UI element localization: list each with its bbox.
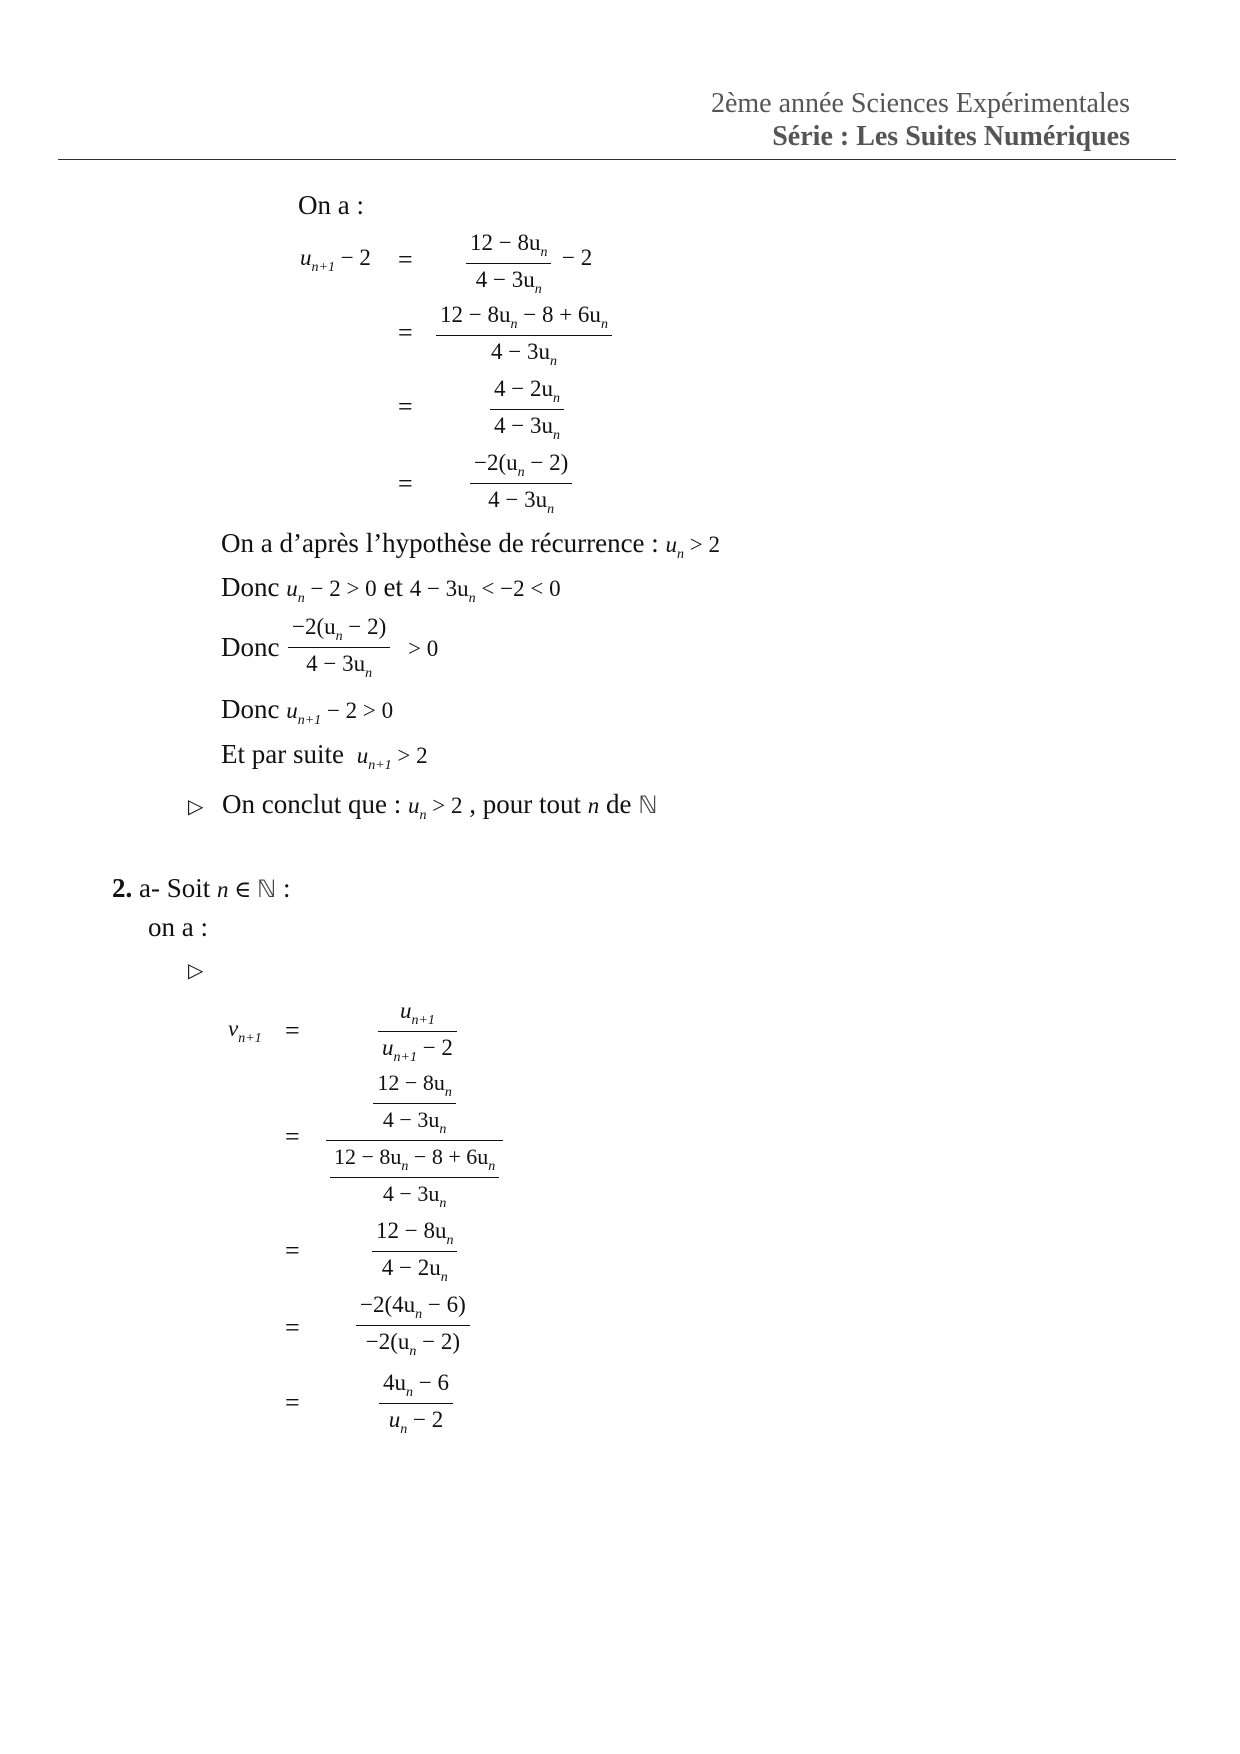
conclusion-line: On conclut que : $u_n > 2$ , pour tout n de ℕ	[222, 789, 658, 823]
v-step-3-fraction: $12 - 8u_n$ $4 - 2u_n$	[372, 1218, 457, 1286]
equals-sign: =	[398, 318, 413, 347]
v-step-4-fraction: $-2(4u_n - 6)$ $-2(u_n - 2)$	[356, 1292, 470, 1360]
equals-sign: =	[398, 392, 413, 421]
header-series-title: Série : Les Suites Numériques	[772, 121, 1130, 152]
donc-line-3: Donc $u_{n+1} - 2 > 0$	[221, 694, 394, 728]
on-a-text: on a :	[148, 912, 208, 942]
step-1-fraction: $12 - 8u_n$ $4 - 3u_n$	[466, 230, 551, 298]
header-divider	[58, 159, 1176, 160]
v-step-5-fraction: $4u_n - 6$ $u_n - 2$	[379, 1370, 453, 1438]
equals-sign: =	[285, 1016, 300, 1045]
equals-sign: =	[398, 469, 413, 498]
par-suite-line: Et par suite $u_{n+1} > 2$	[221, 739, 428, 773]
v-lhs: $v_{n+1}$	[228, 1016, 262, 1046]
step-3-fraction: $4 - 2u_n$ $4 - 3u_n$	[490, 376, 564, 444]
intro-text: On a :	[298, 190, 364, 220]
hypothesis-line: On a d’après l’hypothèse de récurrence : $u_n > 2$	[221, 528, 721, 562]
equals-sign: =	[285, 1122, 300, 1151]
equals-sign: =	[285, 1313, 300, 1342]
step-4-fraction: $-2(u_n - 2)$ $4 - 3u_n$	[470, 450, 572, 518]
donc-line-1: Donc $u_n - 2 > 0$ et $4 - 3u_n < -2 < 0$	[221, 572, 561, 606]
equals-sign: =	[285, 1388, 300, 1417]
question-2-heading: 2. a- Soit n ∈ ℕ :	[112, 873, 291, 903]
header-course: 2ème année Sciences Expérimentales	[710, 88, 1130, 119]
v-step-2-bottom-fraction: $\frac{12 - 8u_n - 8 + 6u_n}{4 - 3u_n}$	[330, 1144, 499, 1212]
v-step-2-compound-fraction	[326, 1070, 503, 1212]
donc-label-2: Donc	[221, 632, 280, 662]
eq-lhs: $u_{n+1} - 2$	[300, 245, 371, 275]
triangle-marker-icon: ▷	[188, 958, 204, 982]
v-step-2-top-fraction: $\frac{12 - 8u_n}{4 - 3u_n}$	[373, 1070, 455, 1138]
donc-2-tail: > 0	[408, 636, 439, 661]
step-2-fraction: $12 - 8u_n - 8 + 6u_n$ $4 - 3u_n$	[436, 302, 612, 370]
equals-sign: =	[285, 1236, 300, 1265]
triangle-marker-icon: ▷	[188, 794, 204, 818]
v-step-1-fraction: $u_{n+1}$ $u_{n+1} - 2$	[378, 998, 457, 1066]
equals-sign: =	[398, 245, 413, 274]
step-1-tail: − 2	[562, 245, 593, 270]
donc-2-fraction: $-2(u_n - 2)$ $4 - 3u_n$	[288, 614, 390, 682]
